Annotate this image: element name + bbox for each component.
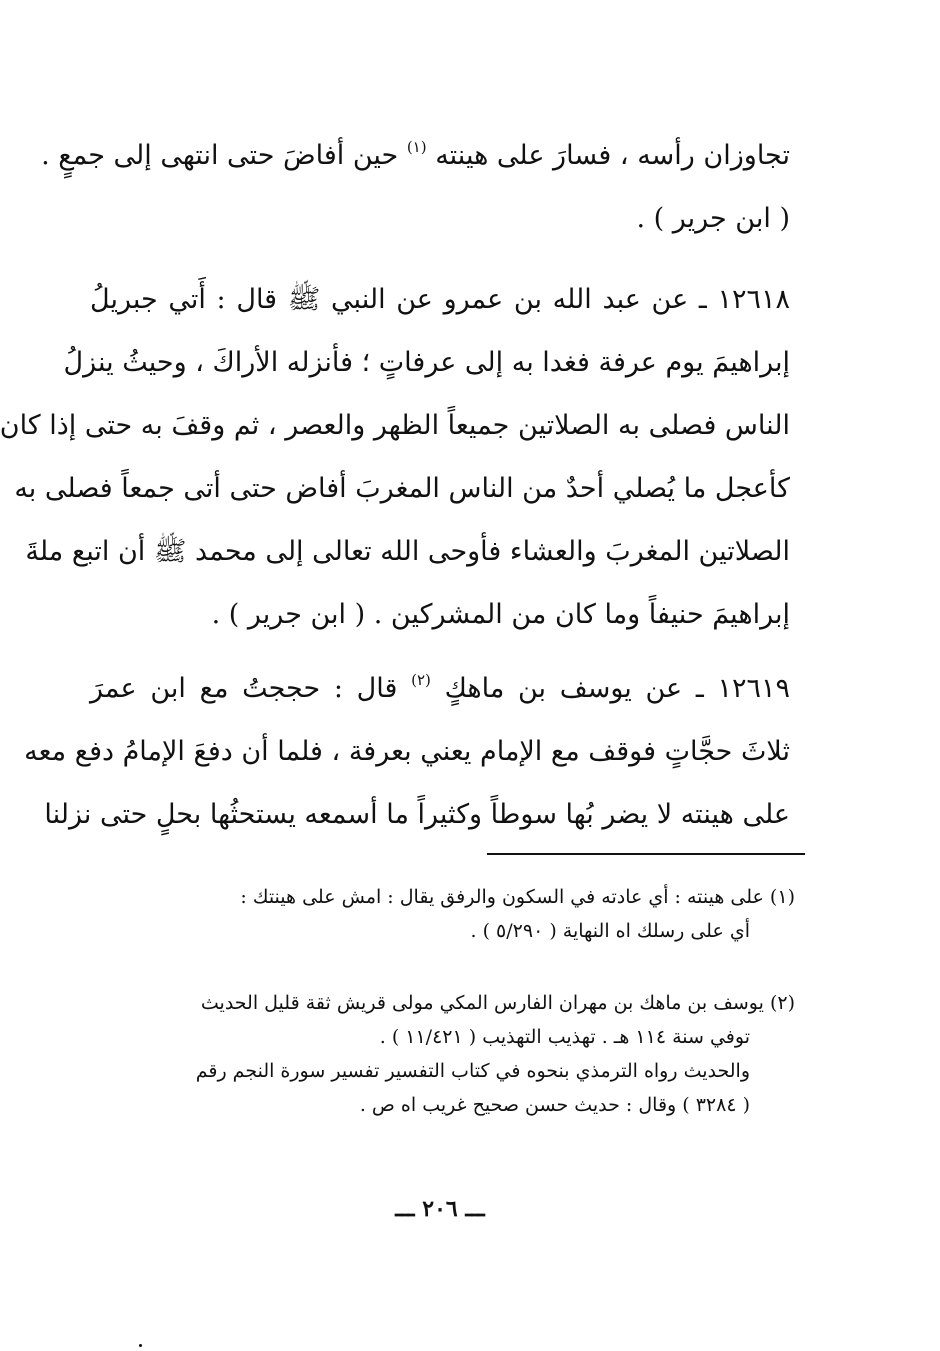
text-segment: قال : حججتُ مع ابن عمرَ [90, 673, 398, 704]
footnote-line: والحديث رواه الترمذي بنحوه في كتاب التفسير تفسير سورة النجم رقم [195, 1060, 750, 1082]
text-line: ثلاثَ حجَّاتٍ فوقف مع الإمام يعني بعرفة ، فلما أن دفعَ الإمامُ دفع معه [24, 736, 790, 767]
text-segment: ١٢٦١٩ ـ عن يوسف بن ماهكٍ [444, 673, 790, 704]
hadith-12618 [0, 268, 790, 646]
text-segment: حين أفاضَ حتى انتهى إلى جمعٍ . [41, 140, 399, 171]
hadith-12619 [24, 657, 790, 846]
scan-speck [139, 1344, 142, 1347]
footnote-ref-2: (٢) [411, 671, 431, 689]
text-line [41, 124, 790, 187]
text-line: ١٢٦١٨ ـ عن عبد الله بن عمرو عن النبي ﷺ قال : أَتي جبريلُ [90, 284, 790, 315]
text-line: إبراهيمَ يوم عرفة فغدا به إلى عرفاتٍ ؛ فأنزله الأراكَ ، وحيثُ ينزلُ [63, 347, 790, 378]
text-line: ( ابن جرير ) . [636, 203, 790, 234]
footnote-line: (٢) يوسف بن ماهك بن مهران الفارس المكي مولى قريش ثقة قليل الحديث [200, 992, 795, 1014]
footnote-ref-1: (١) [406, 138, 427, 156]
footnote-line: أي على رسلك اه النهاية ( ٥/٢٩٠ ) . [470, 920, 750, 942]
footnote-line: توفي سنة ١١٤ هـ . تهذيب التهذيب ( ١١/٤٢١ ) . [379, 1026, 750, 1048]
text-line: على هينته لا يضر بُها سوطاً وكثيراً ما أسمعه يستحثُها بحلٍ حتى نزلنا [44, 799, 790, 830]
paragraph-continuation [41, 124, 790, 250]
footnote-separator [487, 853, 805, 855]
text-line: الصلاتين المغربَ والعشاء فأوحى الله تعالى إلى محمد ﷺ أن اتبع ملةَ [25, 536, 790, 567]
text-line [90, 657, 790, 720]
footnote-2 [95, 986, 795, 1122]
page-number: ـــ ٢٠٦ ـــ [395, 1196, 485, 1222]
text-line: كأعجل ما يُصلي أحدٌ من الناس المغربَ أفاض حتى أتى جمعاً فصلى به [14, 473, 790, 504]
text-segment: تجاوزان رأسه ، فسارَ على هينته [435, 140, 790, 171]
footnote-1 [95, 880, 795, 948]
text-line: الناس فصلى به الصلاتين جميعاً الظهر والعصر ، ثم وقفَ به حتى إذا كان [0, 410, 790, 441]
footnote-line: ( ٣٢٨٤ ) وقال : حديث حسن صحيح غريب اه ص . [359, 1094, 750, 1116]
footnote-line: (١) على هينته : أي عادته في السكون والرفق يقال : امش على هينتك : [240, 886, 795, 908]
text-line: إبراهيمَ حنيفاً وما كان من المشركين . ( ابن جرير ) . [211, 599, 790, 630]
